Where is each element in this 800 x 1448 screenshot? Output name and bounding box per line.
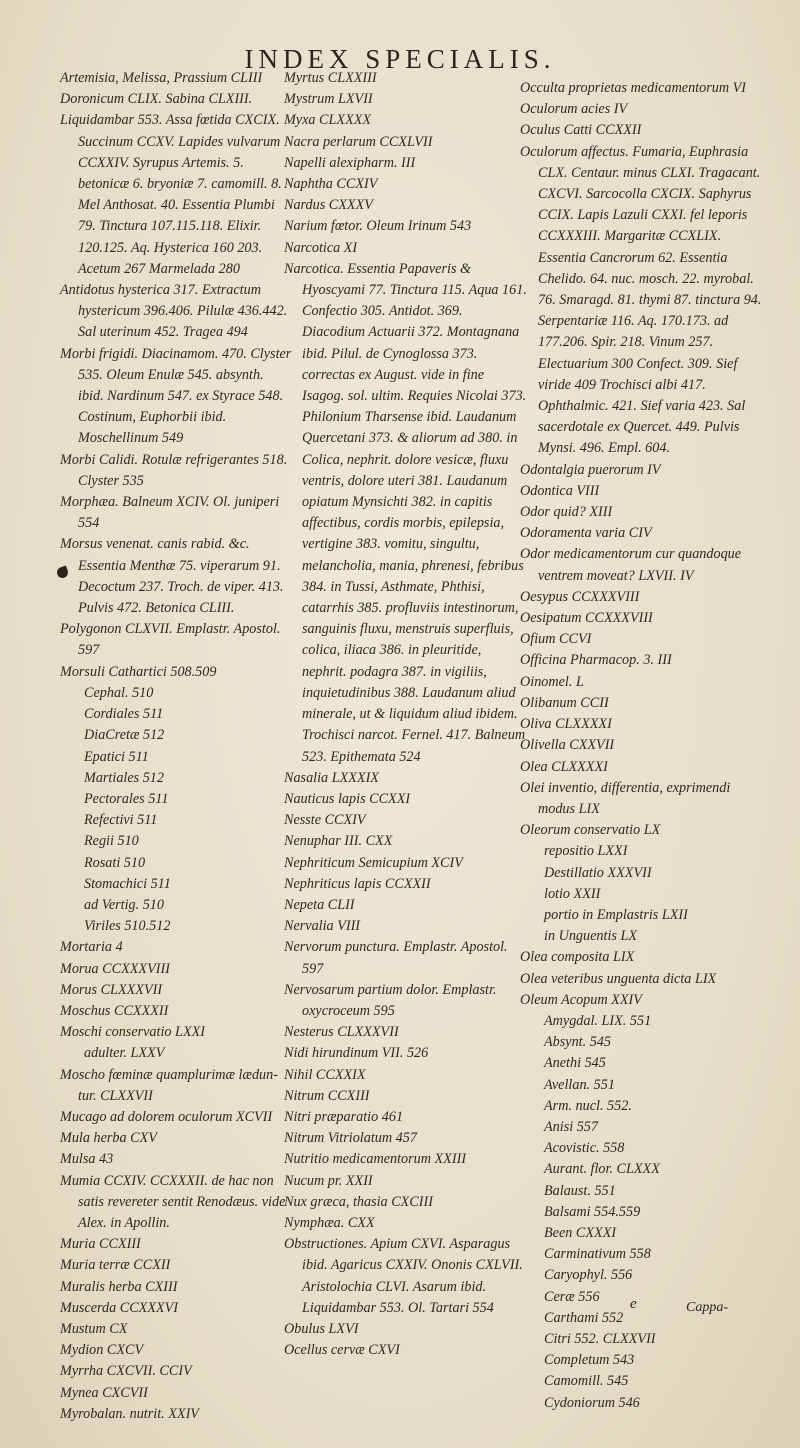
index-entry: Nephriticus lapis CCXXII — [284, 875, 431, 892]
index-entry: Olei inventio, differentia, exprimendi modus LIX — [520, 779, 731, 817]
index-entry: portio in Emplastris LXII — [544, 906, 688, 923]
index-entry: Acovistic. 558 — [544, 1140, 625, 1157]
index-entry: Mystrum LXVII — [284, 91, 373, 108]
index-entry: Nihil CCXXIX — [284, 1066, 366, 1083]
index-entry: Oleum Acopum XXIV — [520, 991, 642, 1008]
index-entry: Anethi 545 — [544, 1055, 606, 1072]
index-entry: Oculorum acies IV — [520, 101, 628, 118]
index-entry: Artemisia, Melissa, Prassium CLIII — [60, 70, 263, 86]
index-entry: Morsuli Cathartici 508.509 — [60, 663, 217, 680]
index-entry: lotio XXII — [544, 885, 601, 902]
index-entry: Muria terræ CCXII — [60, 1257, 171, 1274]
index-entry: Olea composita LIX — [520, 949, 635, 966]
index-entry: Aurant. flor. CLXXX — [544, 1161, 660, 1178]
index-entry: Nervalia VIII — [284, 918, 361, 935]
index-entry: Completum 543 — [544, 1352, 635, 1369]
index-entry: Nesterus CLXXXVII — [284, 1024, 399, 1041]
index-column-2 — [284, 68, 528, 1361]
index-entry: Nitri præparatio 461 — [284, 1108, 404, 1125]
index-entry: Refectivi 511 — [84, 812, 158, 829]
catchword: Cappa- — [686, 1300, 728, 1315]
index-entry: Pectorales 511 — [84, 790, 169, 807]
index-entry: Nervorum punctura. Emplastr. Apostol. 597 — [284, 939, 508, 977]
index-entry: Nepeta CLII — [284, 896, 355, 913]
index-entry: Myrtus CLXXIII — [284, 70, 377, 86]
index-entry: Cydoniorum 546 — [544, 1394, 640, 1411]
index-entry: Olea veteribus unguenta dicta LIX — [520, 970, 717, 987]
index-entry: Mucago ad dolorem oculorum XCVII — [60, 1108, 273, 1125]
index-entry: Citri 552. CLXXVII — [544, 1330, 656, 1347]
index-entry: Epatici 511 — [84, 748, 149, 765]
index-entry: Narcotica. Essentia Papaveris & Hyoscyami 77. Tinctura 115. Aqua 161. Confectio 305. Antidot. 369. Diacodium Actuarii 372. Montagnana ibid. Pilul. de Cynoglossa 373. correctas ex August. vide in fine Isagog. sol. ultim. Requies Nicolai 373. Philonium Tharsense ibid. Laudanum Quercetani 373. & aliorum ad 380. in Colica, nephrit. dolore vesicæ, fluxu ventris, dolore uteri 381. Laudanum opiatum Mynsichti 382. in capitis affectibus, cordis morbis, epilepsia, vertigine 383. vomitu, singultu, melancholia, mania, phrenesi, febribus 384. in Tussi, Asthmate, Phthisi, catarrhis 385. profluviis intestinorum, sanguinis fluxu, menstruis superfluis, colica, iliaca 386. in pleuritide, nephrit. podagra 387. in vigiliis, inquietudinibus 388. Laudanum aliud minerale, ut & liquidum aliud ibidem. Trochisci narcot. Fernel. 417. Balneum 523. Epithemata 524 — [284, 260, 527, 765]
index-entry: Olibanum CCII — [520, 694, 609, 711]
index-entry: in Unguentis LX — [544, 928, 638, 945]
index-entry: Mortaria 4 — [60, 939, 123, 956]
index-entry: repositio LXXI — [544, 843, 628, 860]
index-entry: Antidotus hysterica 317. Extractum hystericum 396.406. Pilulæ 436.442. Sal uterinum 452. Tragea 494 — [60, 282, 288, 341]
index-entry: Carthami 552 — [544, 1309, 624, 1326]
index-entry: Mydion CXCV — [60, 1342, 144, 1359]
index-entry: Morbi frigidi. Diacinamom. 470. Clyster 535. Oleum Enulæ 545. absynth. ibid. Nardinum 547. ex Styrace 548. Costinum, Euphorbii ibid. Moschellinum 549 — [60, 345, 292, 447]
index-entry: Odontalgia puerorum IV — [520, 461, 661, 478]
index-entry: Camomill. 545 — [544, 1373, 629, 1390]
index-entry: Morphæa. Balneum XCIV. Ol. juniperi 554 — [60, 494, 280, 532]
index-entry: Nenuphar III. CXX — [284, 833, 393, 850]
index-entry: Oculorum affectus. Fumaria, Euphrasia CLX. Centaur. minus CLXI. Tragacant. CXCVI. Sarcocolla CXCIX. Saphyrus CCIX. Lapis Lazuli CXXI. fel leporis CCXXXIII. Margaritæ CCXLIX. Essentia Cancrorum 62. Essentia Chelido. 64. nuc. mosch. 22. myrobal. 76. Smaragd. 81. thymi 87. tinctura 94. Serpentariæ 116. Aq. 170.173. ad 177.206. Spir. 218. Vinum 257. Electuarium 300 Confect. 309. Sief viride 409 Trochisci albi 417. Ophthalmic. 421. Sief varia 423. Sal sacerdotale ex Quercet. 449. Pulvis Mynsi. 496. Empl. 604. — [520, 143, 762, 457]
index-entry: Muscerda CCXXXVI — [60, 1299, 179, 1316]
index-entry: Amygdal. LIX. 551 — [544, 1012, 652, 1029]
index-entry: Doronicum CLIX. Sabina CLXIII. — [60, 91, 253, 108]
index-entry: Nesste CCXIV — [284, 812, 366, 829]
index-entry: Rosati 510 — [84, 854, 146, 871]
index-entry: Nymphæa. CXX — [284, 1214, 375, 1231]
index-entry: Polygonon CLXVII. Emplastr. Apostol. 597 — [60, 621, 281, 659]
index-entry: Nucum pr. XXII — [284, 1172, 373, 1189]
index-entry: Olivella CXXVII — [520, 737, 615, 754]
index-entry: Viriles 510.512 — [84, 918, 171, 935]
index-entry: Oculus Catti CCXXII — [520, 122, 642, 139]
index-entry: Mumia CCXIV. CCXXXII. de hac non satis revereter sentit Renodæus. vide Alex. in Apollin. — [60, 1172, 286, 1231]
index-entry: Occulta proprietas medicamentorum VI — [520, 80, 747, 96]
index-entry: Oesypus CCXXXVIII — [520, 588, 640, 605]
signature-mark: e — [630, 1296, 637, 1312]
index-entry: Ceræ 556 — [544, 1288, 600, 1305]
index-entry: Moschus CCXXXII — [60, 1002, 169, 1019]
index-entry: Odor quid? XIII — [520, 504, 613, 521]
index-entry: Cephal. 510 — [84, 684, 154, 701]
index-entry: Morsus venenat. canis rabid. &c. Essentia Menthæ 75. viperarum 91. Decoctum 237. Troch. de viper. 413. Pulvis 472. Betonica CLIII. — [60, 536, 284, 617]
index-entry: Nauticus lapis CCXXI — [284, 790, 411, 807]
index-entry: Nasalia LXXXIX — [284, 769, 379, 786]
index-entry: Avellan. 551 — [544, 1076, 615, 1093]
index-column-1 — [60, 68, 292, 1425]
index-entry: Nux græca, thasia CXCIII — [284, 1193, 433, 1210]
index-entry: Liquidambar 553. Assa fœtida CXCIX. Succinum CCXV. Lapides vulvarum CCXXIV. Syrupus Artemis. 5. betonicæ 6. bryoniæ 7. camomill. 8. Mel Anthosat. 40. Essentia Plumbi 79. Tinctura 107.115.118. Elixir. 120.125. Aq. Hysterica 160 203. Acetum 267 Marmelada 280 — [60, 112, 282, 277]
index-entry: Balsami 554.559 — [544, 1203, 641, 1220]
index-entry: Destillatio XXXVII — [544, 864, 652, 881]
index-entry: Mynea CXCVII — [60, 1384, 148, 1401]
index-entry: Muralis herba CXIII — [60, 1278, 178, 1295]
index-entry: Martiales 512 — [84, 769, 164, 786]
index-entry: Anisi 557 — [544, 1118, 598, 1135]
index-entry: ad Vertig. 510 — [84, 896, 164, 913]
index-entry: Officina Pharmacop. 3. III — [520, 652, 672, 669]
index-entry: Regii 510 — [84, 833, 139, 850]
index-entry: adulter. LXXV — [84, 1045, 165, 1062]
index-entry: DiaCretæ 512 — [84, 727, 165, 744]
index-entry: Naphtha CCXIV — [284, 176, 378, 193]
index-entry: Stomachici 511 — [84, 875, 171, 892]
index-entry: Narcotica XI — [284, 239, 358, 256]
index-entry: Moscho fœminæ quamplurimæ lædun- tur. CLXXVII — [60, 1066, 278, 1104]
index-entry: Nacra perlarum CCXLVII — [284, 133, 433, 150]
index-entry: Nephriticum Semicupium XCIV — [284, 854, 463, 871]
index-entry: Odor medicamentorum cur quandoque ventrem moveat? LXVII. IV — [520, 546, 742, 584]
index-entry: Been CXXXI — [544, 1224, 617, 1241]
index-entry: Mulsa 43 — [60, 1151, 114, 1168]
index-entry: Nitrum Vitriolatum 457 — [284, 1130, 417, 1147]
index-entry: Cordiales 511 — [84, 706, 164, 723]
index-entry: Ofium CCVI — [520, 631, 592, 648]
index-entry: Balaust. 551 — [544, 1182, 616, 1199]
index-entry: Oesipatum CCXXXVIII — [520, 610, 653, 627]
index-entry: Absynt. 545 — [544, 1034, 611, 1051]
index-entry: Ocellus cervæ CXVI — [284, 1342, 400, 1359]
index-entry: Oleorum conservatio LX — [520, 822, 661, 839]
index-entry: Narium fœtor. Oleum Irinum 543 — [284, 218, 472, 235]
index-entry: Moschi conservatio LXXI — [60, 1024, 205, 1041]
index-entry: Mustum CX — [60, 1320, 128, 1337]
index-entry: Olea CLXXXXI — [520, 758, 608, 775]
index-entry: Caryophyl. 556 — [544, 1267, 633, 1284]
index-entry: Obstructiones. Apium CXVI. Asparagus ibid. Agaricus CXXIV. Ononis CXLVII. Aristolochia CLVI. Asarum ibid. Liquidambar 553. Ol. Tartari 554 — [284, 1236, 523, 1316]
index-entry: Nardus CXXXV — [284, 197, 373, 214]
index-entry: Morbi Calidi. Rotulæ refrigerantes 518. Clyster 535 — [60, 451, 288, 489]
page-title: INDEX SPECIALIS. — [244, 44, 556, 74]
index-entry: Morus CLXXXVII — [60, 981, 163, 998]
index-entry: Odontica VIII — [520, 482, 600, 499]
index-entry: Carminativum 558 — [544, 1246, 651, 1263]
index-entry: Obulus LXVI — [284, 1320, 359, 1337]
index-entry: Napelli alexipharm. III — [284, 154, 416, 171]
index-entry: Muria CCXIII — [60, 1236, 141, 1253]
index-entry: Odoramenta varia CIV — [520, 525, 652, 542]
index-entry: Nervosarum partium dolor. Emplastr. oxycroceum 595 — [284, 981, 497, 1019]
index-column-3 — [520, 78, 764, 1414]
index-entry: Myxa CLXXXX — [284, 112, 372, 129]
index-entry: Myrobalan. nutrit. XXIV — [60, 1405, 199, 1422]
index-entry: Nitrum CCXIII — [284, 1087, 370, 1104]
index-entry: Oinomel. L — [520, 673, 584, 690]
index-entry: Nutritio medicamentorum XXIII — [284, 1151, 467, 1168]
index-entry: Oliva CLXXXXI — [520, 716, 612, 733]
index-entry: Nidi hirundinum VII. 526 — [284, 1045, 429, 1062]
index-entry: Morua CCXXXVIII — [60, 960, 170, 977]
index-entry: Myrrha CXCVII. CCIV — [60, 1363, 192, 1380]
index-entry: Arm. nucl. 552. — [544, 1097, 632, 1114]
index-entry: Mula herba CXV — [60, 1130, 157, 1147]
